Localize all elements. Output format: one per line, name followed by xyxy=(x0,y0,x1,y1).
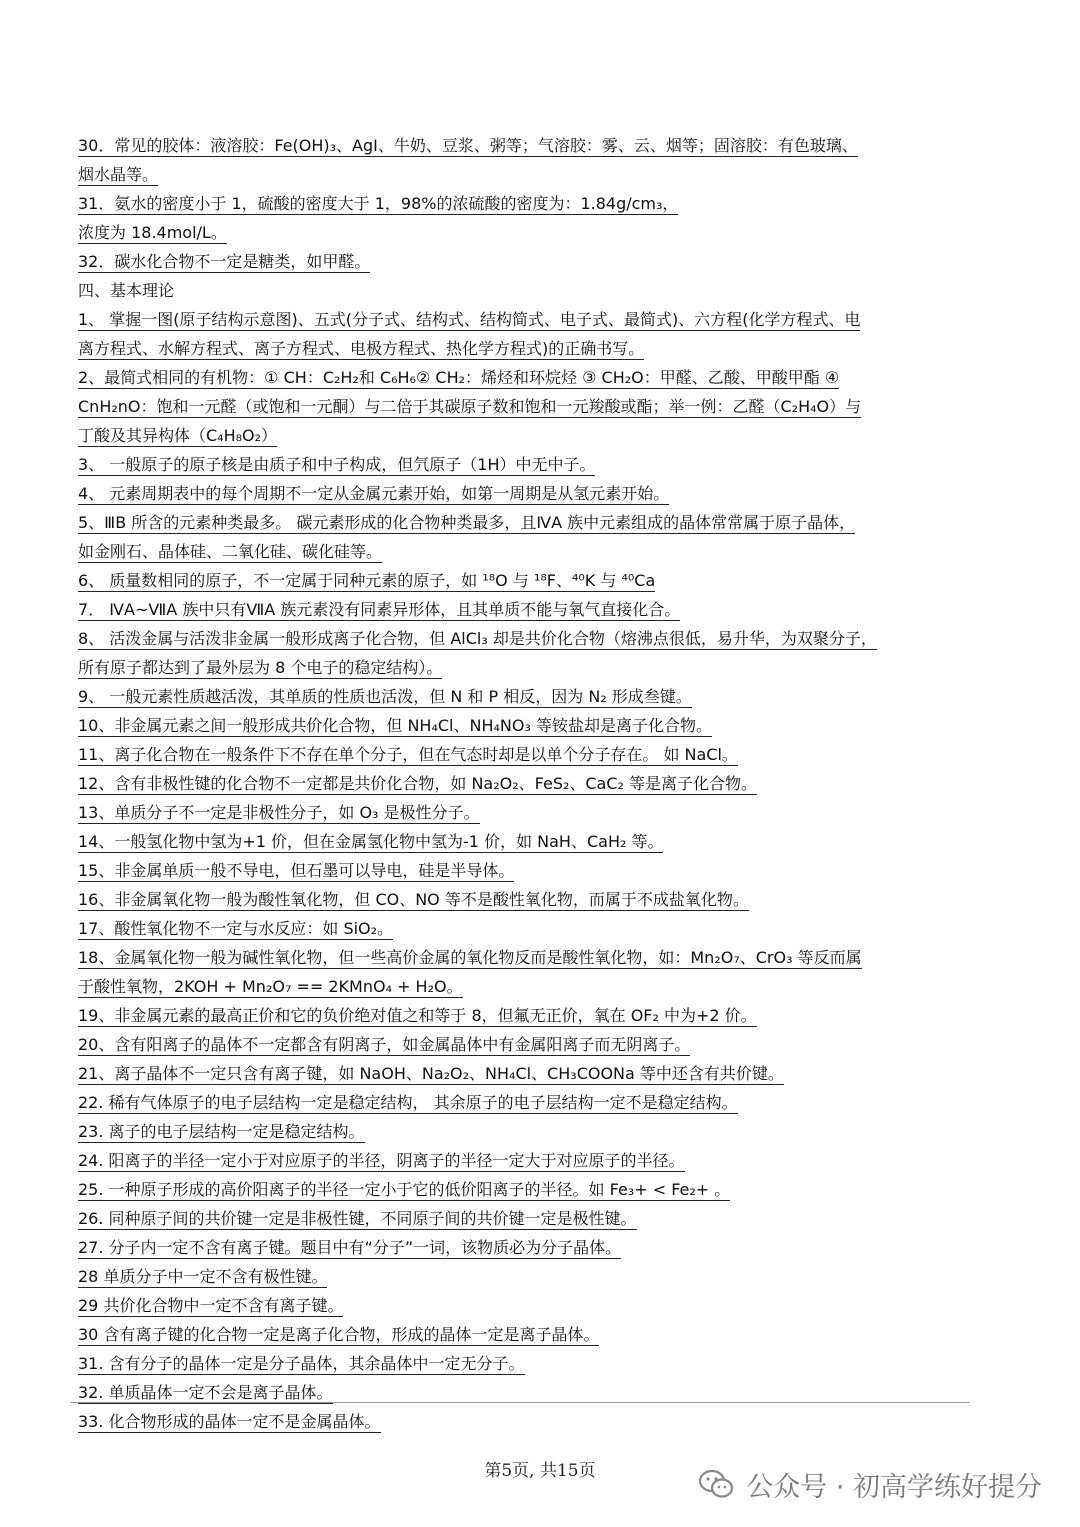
text-line xyxy=(78,1379,968,1408)
text-line-content: 9、 一般元素性质越活泼，其单质的性质也活泼，但 N 和 P 相反，因为 N₂ 形成叁键。 xyxy=(78,687,692,706)
text-line xyxy=(78,973,968,1002)
text-line xyxy=(78,596,968,625)
text-line-content: 29 共价化合物中一定不含有离子键。 xyxy=(78,1296,344,1315)
text-line xyxy=(78,1234,968,1263)
text-line-content: 10、非金属元素之间一般形成共价化合物，但 NH₄Cl、NH₄NO₃ 等铵盐却是离子化合物。 xyxy=(78,716,712,735)
text-line-content: CnH₂nO：饱和一元醛（或饱和一元酮）与二倍于其碳原子数和饱和一元羧酸或酯；举一例：乙醛（C₂H₄O）与 xyxy=(78,397,862,416)
text-line xyxy=(78,1031,968,1060)
text-line xyxy=(78,799,968,828)
text-line-content: 16、非金属氧化物一般为酸性氧化物，但 CO、NO 等不是酸性氧化物，而属于不成盐氧化物。 xyxy=(78,890,749,909)
wechat-icon xyxy=(698,1469,734,1499)
text-line xyxy=(78,393,968,422)
text-line xyxy=(78,480,968,509)
text-line-content: 离方程式、水解方程式、离子方程式、电极方程式、热化学方程式)的正确书写。 xyxy=(78,339,645,358)
text-line xyxy=(78,1292,968,1321)
watermark-text: 公众号 · 初高学练好提分 xyxy=(746,1471,1042,1503)
text-line-content: 26. 同种原子间的共价键一定是非极性键，不同原子间的共价键一定是极性键。 xyxy=(78,1209,637,1228)
text-line-content: 14、一般氢化物中氢为+1 价，但在金属氢化物中氢为-1 价，如 NaH、CaH₂ 等。 xyxy=(78,832,664,851)
text-line-content: 22. 稀有气体原子的电子层结构一定是稳定结构， 其余原子的电子层结构一定不是稳定结构。 xyxy=(78,1093,738,1112)
text-line xyxy=(78,422,968,451)
text-line-content: 15、非金属单质一般不导电，但石墨可以导电，硅是半导体。 xyxy=(78,861,515,880)
text-line-content: 如金刚石、晶体硅、二氧化硅、碳化硅等。 xyxy=(78,542,383,561)
text-line-content: 1、 掌握一图(原子结构示意图)、五式(分子式、结构式、结构简式、电子式、最简式)、六方程(化学方程式、电 xyxy=(78,310,861,329)
text-line-content: 四、基本理论 xyxy=(78,281,175,300)
text-line-content: 21、离子晶体不一定只含有离子键，如 NaOH、Na₂O₂、NH₄Cl、CH₃COONa 等中还含有共价键。 xyxy=(78,1064,784,1083)
text-line-content: 6、 质量数相同的原子，不一定属于同种元素的原子，如 ¹⁸O 与 ¹⁸F、⁴⁰K 与 ⁴⁰Ca xyxy=(78,571,656,590)
text-line xyxy=(78,248,968,277)
text-line-content: 11、离子化合物在一般条件下不存在单个分子，但在气态时却是以单个分子存在。 如 NaCl。 xyxy=(78,745,738,764)
document-body xyxy=(78,132,968,1437)
text-line-content: 31．氨水的密度小于 1，硫酸的密度大于 1，98%的浓硫酸的密度为：1.84g/cm₃， xyxy=(78,194,679,213)
text-line xyxy=(78,915,968,944)
text-line-content: 33. 化合物形成的晶体一定不是金属晶体。 xyxy=(78,1412,381,1431)
text-line-content: 7． ⅣA~ⅦA 族中只有ⅦA 族元素没有同素异形体，且其单质不能与氧气直接化合。 xyxy=(78,600,681,619)
text-line-content: 32．碳水化合物不一定是糖类，如甲醛。 xyxy=(78,252,371,271)
text-line-content: 丁酸及其异构体（C₄H₈O₂） xyxy=(78,426,278,445)
text-line xyxy=(78,828,968,857)
text-line xyxy=(78,654,968,683)
text-line xyxy=(78,1321,968,1350)
text-line xyxy=(78,1002,968,1031)
text-line xyxy=(78,1350,968,1379)
text-line-content: 30 含有离子键的化合物一定是离子化合物，形成的晶体一定是离子晶体。 xyxy=(78,1325,600,1344)
text-line xyxy=(78,1147,968,1176)
page-bottom-rule xyxy=(70,1402,970,1403)
text-line xyxy=(78,364,968,393)
text-line xyxy=(78,1408,968,1437)
text-line xyxy=(78,1263,968,1292)
text-line xyxy=(78,306,968,335)
text-line-content: 所有原子都达到了最外层为 8 个电子的稳定结构）。 xyxy=(78,658,443,677)
text-line-content: 烟水晶等。 xyxy=(78,165,159,184)
text-line xyxy=(78,857,968,886)
text-line-content: 28 单质分子中一定不含有极性键。 xyxy=(78,1267,328,1286)
text-line xyxy=(78,944,968,973)
text-line-content: 于酸性氧物，2KOH + Mn₂O₇ == 2KMnO₄ + H₂O。 xyxy=(78,977,463,996)
text-line xyxy=(78,567,968,596)
text-line xyxy=(78,451,968,480)
text-line xyxy=(78,1205,968,1234)
text-line xyxy=(78,335,968,364)
text-line xyxy=(78,1118,968,1147)
text-line xyxy=(78,509,968,538)
text-line xyxy=(78,886,968,915)
text-line-content: 18、金属氧化物一般为碱性氧化物，但一些高价金属的氧化物反而是酸性氧化物，如：Mn₂O₇、CrO₃ 等反而属 xyxy=(78,948,862,967)
text-line xyxy=(78,1176,968,1205)
text-line-content: 32. 单质晶体一定不会是离子晶体。 xyxy=(78,1383,333,1402)
text-line-content: 17、酸性氧化物不一定与水反应：如 SiO₂。 xyxy=(78,919,394,938)
text-line xyxy=(78,132,968,161)
text-line-content: 3、 一般原子的原子核是由质子和中子构成，但氕原子（1H）中无中子。 xyxy=(78,455,596,474)
text-line-content: 31. 含有分子的晶体一定是分子晶体，其余晶体中一定无分子。 xyxy=(78,1354,525,1373)
text-line xyxy=(78,1089,968,1118)
text-line-content: 8、 活泼金属与活泼非金属一般形成离子化合物，但 AlCl₃ 却是共价化合物（熔沸点很低，易升华，为双聚分子， xyxy=(78,629,877,648)
page-number: 第5页, 共15页 xyxy=(484,1461,596,1481)
watermark xyxy=(698,1464,1042,1504)
text-line-content: 27. 分子内一定不含有离子键。题目中有“分子”一词，该物质必为分子晶体。 xyxy=(78,1238,622,1257)
text-line-content: 30．常见的胶体：液溶胶：Fe(OH)₃、AgI、牛奶、豆浆、粥等；气溶胶：雾、云、烟等；固溶胶：有色玻璃、 xyxy=(78,136,858,155)
text-line-content: 5、ⅢB 所含的元素种类最多。 碳元素形成的化合物种类最多，且ⅣA 族中元素组成的晶体常常属于原子晶体， xyxy=(78,513,856,532)
text-line xyxy=(78,190,968,219)
text-line-content: 24. 阳离子的半径一定小于对应原子的半径，阴离子的半径一定大于对应原子的半径。 xyxy=(78,1151,685,1170)
text-line xyxy=(78,277,968,306)
text-line xyxy=(78,538,968,567)
text-line xyxy=(78,219,968,248)
text-line-content: 2、最简式相同的有机物：① CH：C₂H₂和 C₆H₆② CH₂：烯烃和环烷烃 ③ CH₂O：甲醛、乙酸、甲酸甲酯 ④ xyxy=(78,368,840,387)
text-line-content: 25. 一种原子形成的高价阳离子的半径一定小于它的低价阳离子的半径。如 Fe₃+ < Fe₂+ 。 xyxy=(78,1180,731,1199)
text-line-content: 12、含有非极性键的化合物不一定都是共价化合物，如 Na₂O₂、FeS₂、CaC₂ 等是离子化合物。 xyxy=(78,774,758,793)
text-line-content: 浓度为 18.4mol/L。 xyxy=(78,223,227,242)
text-line xyxy=(78,712,968,741)
text-line-content: 13、单质分子不一定是非极性分子，如 O₃ 是极性分子。 xyxy=(78,803,480,822)
text-line-content: 19、非金属元素的最高正价和它的负价绝对值之和等于 8，但氟无正价，氧在 OF₂ 中为+2 价。 xyxy=(78,1006,757,1025)
text-line xyxy=(78,161,968,190)
text-line xyxy=(78,741,968,770)
text-line-content: 4、 元素周期表中的每个周期不一定从金属元素开始，如第一周期是从氢元素开始。 xyxy=(78,484,670,503)
text-line-content: 20、含有阳离子的晶体不一定都含有阴离子，如金属晶体中有金属阳离子而无阴离子。 xyxy=(78,1035,691,1054)
text-line xyxy=(78,683,968,712)
text-line xyxy=(78,770,968,799)
text-line xyxy=(78,1060,968,1089)
text-line-content: 23. 离子的电子层结构一定是稳定结构。 xyxy=(78,1122,365,1141)
text-line xyxy=(78,625,968,654)
